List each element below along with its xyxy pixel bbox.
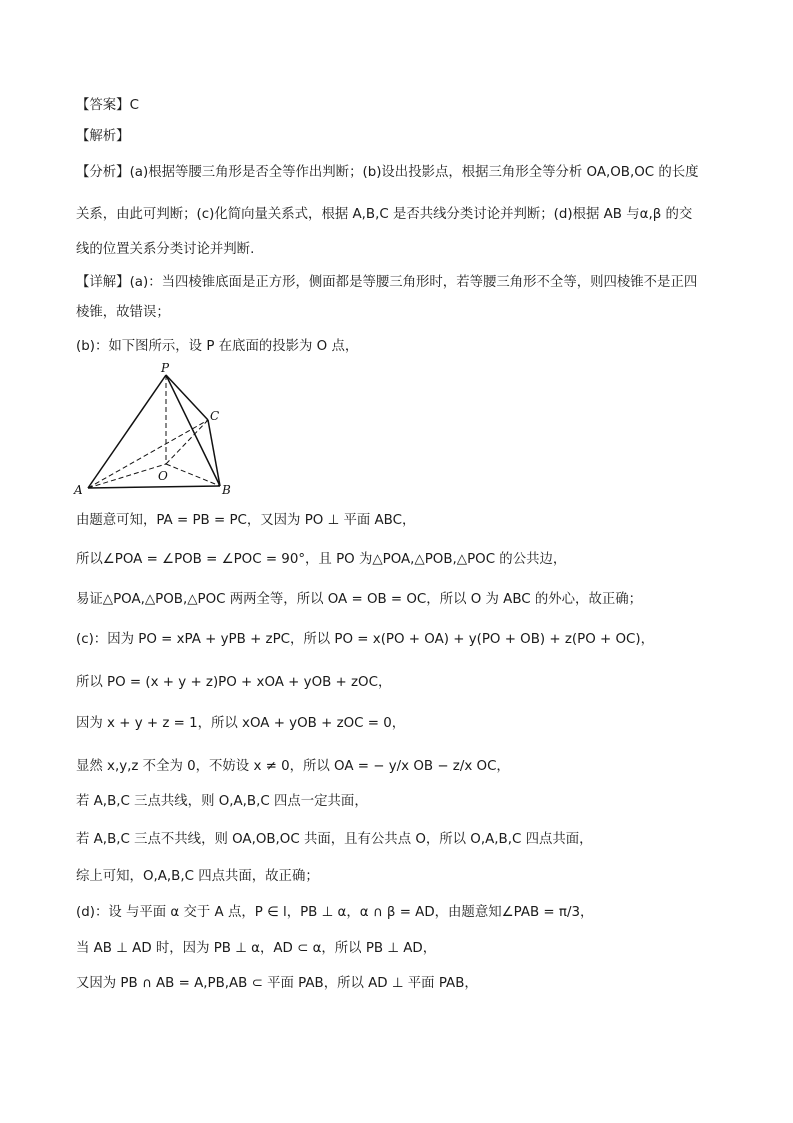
label-o: O: [158, 469, 168, 483]
line-4: (c)：因为 PO = xPA + yPB + zPC，所以 PO = x(PO + OA) + y(PO + OB) + z(PO + OC)，: [76, 632, 654, 647]
xiangjie-label: 【详解】: [76, 275, 130, 290]
line-5: 所以 PO = (x + y + z)PO + xOA + yOB + zOC，: [76, 675, 392, 690]
fenxi-line-1: [76, 163, 726, 183]
answer-value: C: [129, 98, 139, 113]
xiangjie-line-a1: [76, 273, 726, 293]
pyramid-figure: [70, 360, 240, 500]
line-13: 又因为 PB ∩ AB = A,PB,AB ⊂ 平面 PAB，所以 AD ⊥ 平面 PAB，: [76, 976, 478, 991]
analysis-label-text: 【解析】: [76, 129, 130, 144]
fenxi-line-2: 关系，由此可判断；(c)化简向量关系式，根据 A,B,C 是否共线分类讨论并判断；(d)根据 AB 与α,β 的交: [76, 207, 693, 222]
line-9: 若 A,B,C 三点不共线，则 OA,OB,OC 共面，且有公共点 O，所以 O,A,B,C 四点共面，: [76, 832, 593, 847]
line-8: 若 A,B,C 三点共线，则 O,A,B,C 四点一定共面，: [76, 794, 368, 809]
line-7: 显然 x,y,z 不全为 0，不妨设 x ≠ 0，所以 OA = − y/x OB − z/x OC，: [76, 759, 510, 774]
answer-line: [76, 96, 726, 116]
line-11: (d)：设 与平面 α 交于 A 点，P ∈ l，PB ⊥ α，α ∩ β = AD，由题意知∠PAB = π/3，: [76, 905, 594, 920]
analysis-label: [76, 127, 726, 147]
label-c: C: [210, 409, 220, 423]
line-6: 因为 x + y + z = 1，所以 xOA + yOB + zOC = 0，: [76, 716, 406, 731]
line-12: 当 AB ⊥ AD 时，因为 PB ⊥ α，AD ⊂ α，所以 PB ⊥ AD，: [76, 941, 437, 956]
xiangjie-line-b1: (b)：如下图所示，设 P 在底面的投影为 O 点，: [76, 339, 359, 354]
label-a: A: [74, 483, 83, 497]
fenxi-text-1: (a)根据等腰三角形是否全等作出判断；(b)设出投影点，根据三角形全等分析 OA,OB,OC 的长度: [129, 165, 699, 180]
line-1: 由题意可知，PA = PB = PC，又因为 PO ⊥ 平面 ABC，: [76, 513, 416, 528]
xiangjie-a1: (a)：当四棱锥底面是正方形，侧面都是等腰三角形时，若等腰三角形不全等，则四棱锥不是正四: [129, 275, 698, 290]
line-2: 所以∠POA = ∠POB = ∠POC = 90°，且 PO 为△POA,△POB,△POC 的公共边，: [76, 552, 567, 567]
line-10: 综上可知，O,A,B,C 四点共面，故正确；: [76, 869, 319, 884]
line-3: 易证△POA,△POB,△POC 两两全等，所以 OA = OB = OC，所以 O 为 ABC 的外心，故正确；: [76, 592, 643, 607]
fenxi-label: 【分析】: [76, 165, 130, 180]
label-p: P: [161, 361, 170, 375]
label-b: B: [222, 483, 231, 497]
answer-label: 【答案】: [76, 98, 130, 113]
xiangjie-line-a2: 棱锥，故错误；: [76, 305, 170, 320]
fenxi-line-3: 线的位置关系分类讨论并判断.: [76, 242, 255, 257]
